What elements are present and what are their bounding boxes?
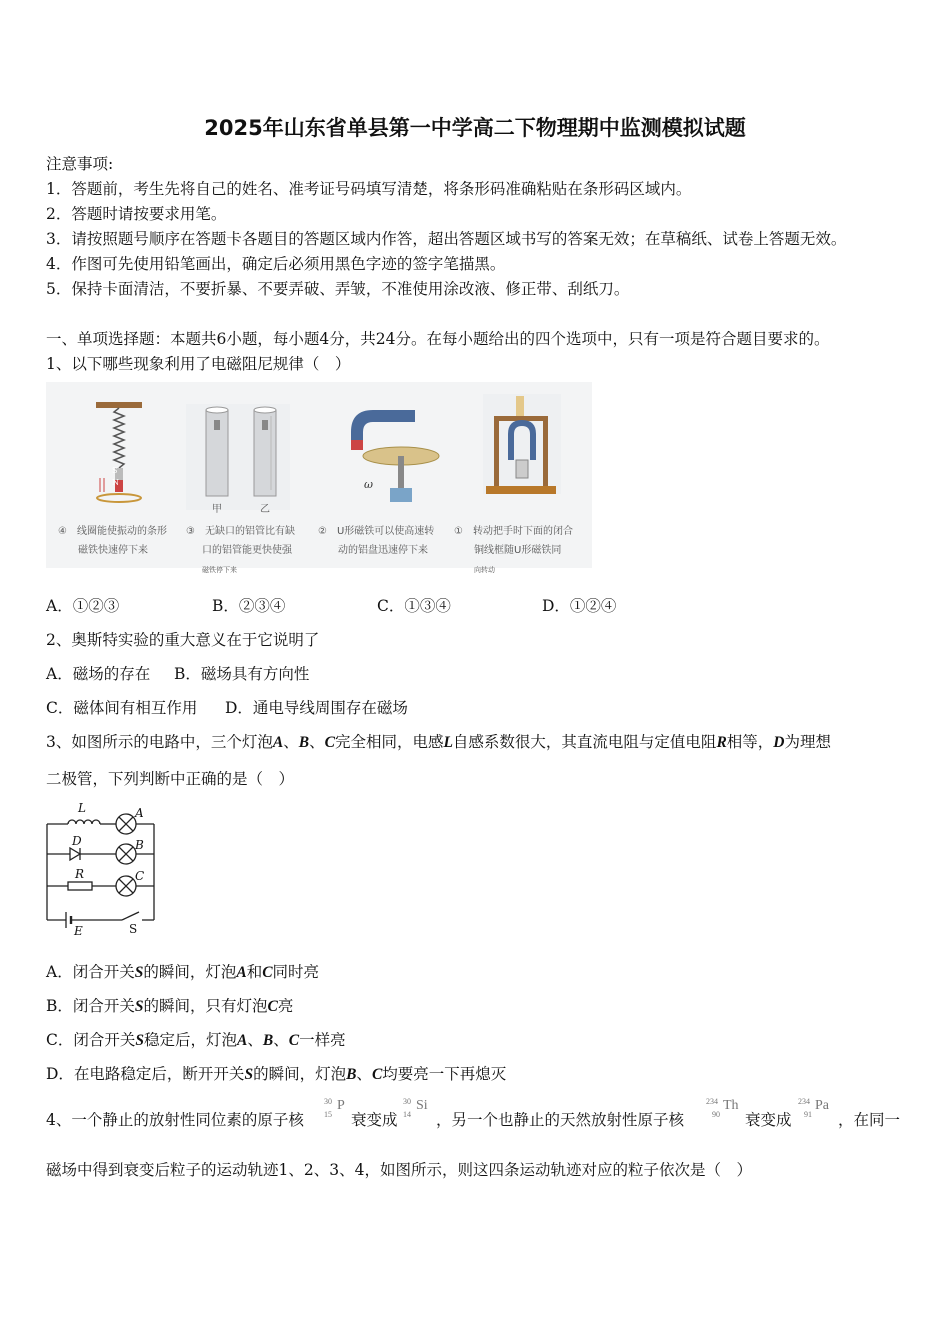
nuclide-p30: 30 15 P <box>324 1097 345 1119</box>
notice-heading: 注意事项: <box>46 155 114 173</box>
q1-option-d[interactable]: D．①②④ <box>542 597 617 615</box>
q1-option-b[interactable]: B．②③④ <box>212 597 286 615</box>
question-2-stem: 2、奥斯特实验的重大意义在于它说明了 <box>46 631 320 649</box>
q2-option-c[interactable]: C．磁体间有相互作用 <box>46 699 198 717</box>
panel-caption: ① 转动把手时下面的闭合 铜线框随U形磁铁同 向转动 <box>454 526 573 574</box>
diode-label: D <box>72 834 82 848</box>
q4-text: 衰变成 <box>745 1111 792 1129</box>
circuit-drawing <box>42 800 164 942</box>
q3-circuit <box>42 800 164 942</box>
lamp-c-label: C <box>135 869 145 883</box>
notice-item: 5．保持卡面清洁，不要折暴、不要弄破、弄皱，不准使用涂改液、修正带、刮纸刀。 <box>46 280 630 298</box>
q3-option-b[interactable]: B．闭合开关S的瞬间，只有灯泡C亮 <box>46 997 294 1015</box>
notice-item: 2．答题时请按要求用笔。 <box>46 205 227 223</box>
notice-item: 1．答题前，考生先将自己的姓名、准考证号码填写清楚，将条形码准确粘贴在条形码区域内。 <box>46 180 692 198</box>
nuclide-th234: 234 90 Th <box>706 1097 739 1119</box>
question-3-stem: 3、如图所示的电路中，三个灯泡A、B、C完全相同，电感L自感系数很大，其直流电阻与定值电阻R相等，D为理想 <box>46 733 832 751</box>
q1-option-c[interactable]: C．①③④ <box>377 597 451 615</box>
notice-item: 3．请按照题号顺序在答题卡各题目的答题区域内作答，超出答题区域书写的答案无效；在草稿纸、试卷上答题无效。 <box>46 230 847 248</box>
lamp-a-label: A <box>135 806 144 820</box>
q4-text: ，在同一 <box>838 1111 901 1129</box>
magnet-pole-label: N <box>112 478 119 487</box>
notice-item: 4．作图可先使用铅笔画出，确定后必须用黑色字迹的签字笔描黑。 <box>46 255 506 273</box>
page-title: 2025年山东省单县第一中学高二下物理期中监测模拟试题 <box>204 116 746 140</box>
panel-caption: ④ 线圈能使振动的条形 磁铁快速停下来 <box>58 526 167 556</box>
switch-label: S <box>129 922 138 936</box>
question-4-stem: 4、一个静止的放射性同位素的原子核 <box>46 1111 304 1129</box>
magnet-pole-label: S <box>112 466 118 475</box>
nuclide-si30: 30 14 Si <box>403 1097 428 1119</box>
q4-text: ，另一个也静止的天然放射性原子核 <box>436 1111 685 1129</box>
section-heading: 一、单项选择题：本题共6小题，每小题4分，共24分。在每小题给出的四个选项中，只有一项是符合题目要求的。 <box>46 330 830 348</box>
question-3-stem-line2: 二极管，下列判断中正确的是（ ） <box>46 770 295 788</box>
q2-option-b[interactable]: B．磁场具有方向性 <box>174 665 310 683</box>
question-1-stem: 1、以下哪些现象利用了电磁阻尼规律（ ） <box>46 355 351 373</box>
q1-figure <box>46 382 592 574</box>
question-4-stem-line2: 磁场中得到衰变后粒子的运动轨迹1、2、3、4，如图所示，则这四条运动轨迹对应的粒子依次是（ ） <box>46 1161 752 1179</box>
lamp-b-label: B <box>135 838 144 852</box>
inductor-label: L <box>78 801 86 815</box>
q1-option-a[interactable]: A．①②③ <box>46 597 120 615</box>
battery-label: E <box>74 924 83 938</box>
tube-label: 乙 <box>260 504 270 515</box>
nuclide-pa234: 234 91 Pa <box>798 1097 829 1119</box>
q4-text: 衰变成 <box>351 1111 398 1129</box>
tube-label: 甲 <box>212 504 222 515</box>
resistor-label: R <box>75 867 85 881</box>
q3-option-c[interactable]: C．闭合开关S稳定后，灯泡A、B、C一样亮 <box>46 1031 346 1049</box>
q3-option-a[interactable]: A．闭合开关S的瞬间，灯泡A和C同时亮 <box>46 963 320 981</box>
q3-option-d[interactable]: D．在电路稳定后，断开开关S的瞬间，灯泡B、C均要亮一下再熄灭 <box>46 1065 507 1083</box>
q2-option-a[interactable]: A．磁场的存在 <box>46 665 151 683</box>
omega-label: ω <box>364 478 373 491</box>
panel-caption: ② U形磁铁可以使高速转 动的铝盘迅速停下来 <box>318 526 435 556</box>
panel-caption: ③ 无缺口的铝管比有缺 口的铝管能更快使强 磁铁停下来 <box>186 526 295 574</box>
q2-option-d[interactable]: D．通电导线周围存在磁场 <box>225 699 408 717</box>
